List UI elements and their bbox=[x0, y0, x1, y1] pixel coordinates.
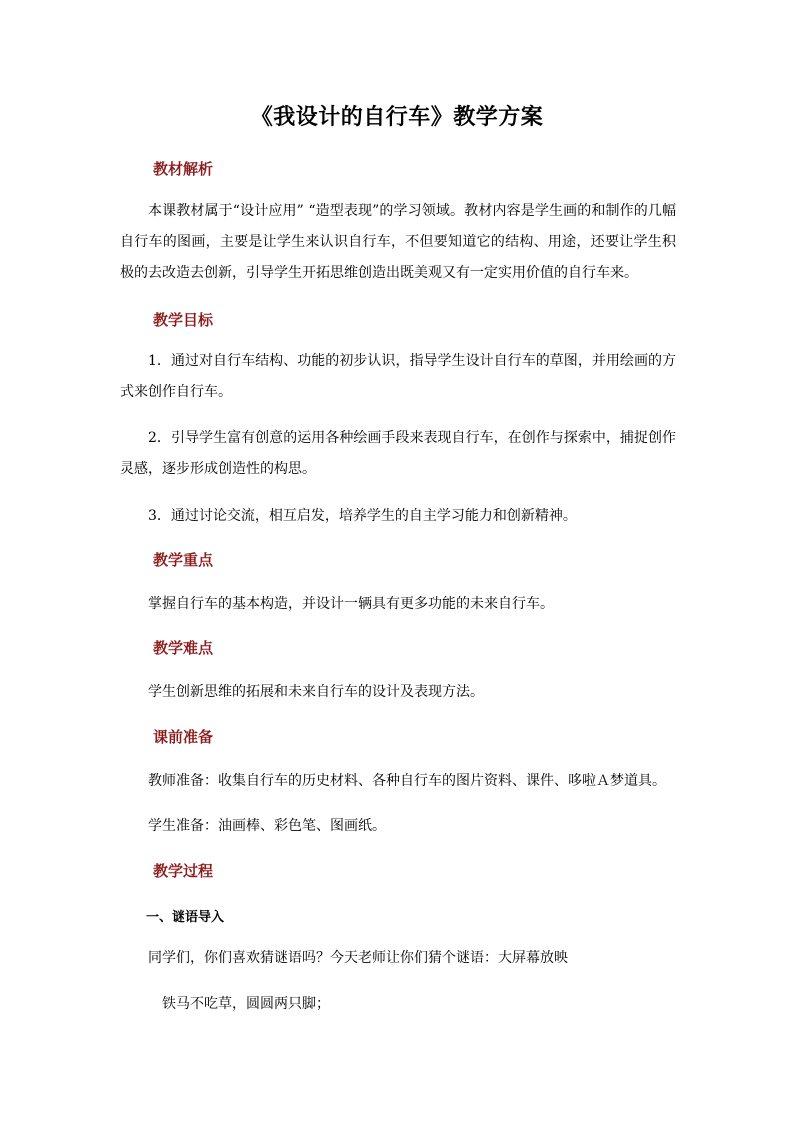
process-step-1-title: 一、谜语导入 bbox=[146, 910, 225, 925]
section-heading-key-point: 教学重点 bbox=[153, 551, 214, 569]
document-title: 《我设计的自行车》教学方案 bbox=[250, 104, 544, 130]
section-heading-process: 教学过程 bbox=[153, 862, 214, 880]
student-preparation-text: 学生准备：油画棒、彩色笔、图画纸。 bbox=[148, 818, 386, 834]
section-heading-goals: 教学目标 bbox=[153, 311, 214, 329]
goal-item-2: 2．引导学生富有创意的运用各种绘画手段来表现自行车，在创作与探索中，捕捉创作灵感，逐步形成创造性的构思。 bbox=[120, 430, 676, 477]
section-heading-difficulty: 教学难点 bbox=[153, 639, 214, 657]
difficulty-text: 学生创新思维的拓展和未来自行车的设计及表现方法。 bbox=[148, 684, 484, 700]
riddle-line: 铁马不吃草，圆圆两只脚； bbox=[162, 996, 330, 1012]
analysis-paragraph: 本课教材属于“设计应用” “造型表现”的学习领域。教材内容是学生画的和制作的几幅自行车的图画，主要是让学生来认识自行车，不但要知道它的结构、用途，还要让学生积极的去改造去创新，引导学生开拓思维创造出既美观又有一定实用价值的自行车来。 bbox=[120, 203, 676, 281]
goal-item-3: 3．通过讨论交流，相互启发，培养学生的自主学习能力和创新精神。 bbox=[148, 508, 577, 524]
process-step-1-text: 同学们，你们喜欢猜谜语吗？今天老师让你们猜个谜语：大屏幕放映 bbox=[148, 950, 568, 966]
goal-item-1: 1．通过对自行车结构、功能的初步认识，指导学生设计自行车的草图，并用绘画的方式来创作自行车。 bbox=[120, 353, 676, 400]
section-heading-preparation: 课前准备 bbox=[153, 728, 214, 746]
teacher-preparation-text: 教师准备：收集自行车的历史材料、各种自行车的图片资料、课件、哆啦Ａ梦道具。 bbox=[148, 773, 666, 789]
key-point-text: 掌握自行车的基本构造，并设计一辆具有更多功能的未来自行车。 bbox=[148, 596, 554, 612]
section-heading-analysis: 教材解析 bbox=[153, 160, 214, 178]
